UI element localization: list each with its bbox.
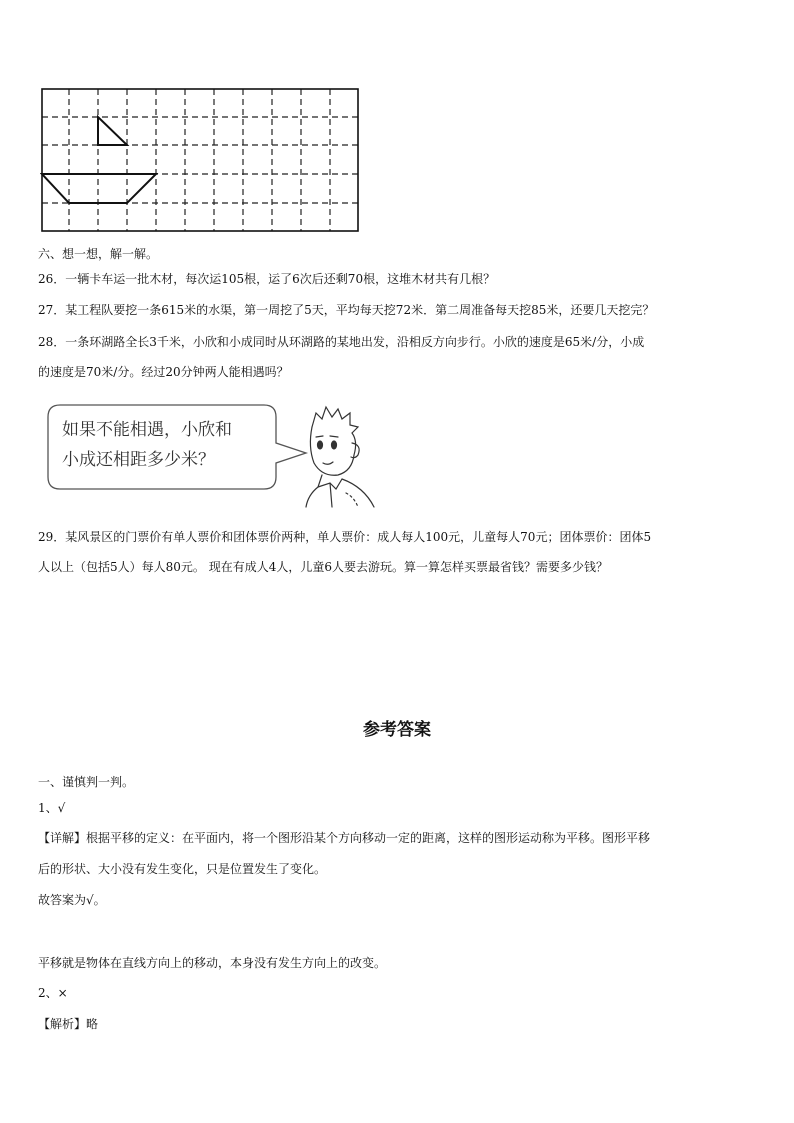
boat-shape (42, 117, 156, 203)
question-28-line1: 28．一条环湖路全长3千米，小欣和小成同时从环湖路的某地出发，沿相反方向步行。小欣的速度是65米/分，小成 (38, 335, 645, 349)
section6-heading: 六、想一想，解一解。 (38, 247, 159, 261)
bubble-text-line2: 小成还相距多少米？ (62, 450, 215, 470)
question-26: 26．一辆卡车运一批木材，每次运105根，运了6次后还剩70根，这堆木材共有几根？ (38, 272, 496, 286)
answer-1-note: 平移就是物体在直线方向上的移动，本身没有发生方向上的改变。 (38, 956, 387, 970)
answer-2-label: 2、× (38, 986, 68, 1000)
question-29-line2: 人以上（包括5人）每人80元。 现在有成人4人，儿童6人要去游玩。算一算怎样买票最省钱？需要多少钱？ (38, 560, 608, 574)
speech-bubble (48, 405, 306, 489)
answer-1-conclusion: 故答案为√。 (38, 893, 106, 907)
grid-border (42, 89, 358, 231)
speech-bubble-illustration (46, 403, 386, 508)
grid-dashed-lines (42, 89, 358, 231)
question-29-line1: 29．某风景区的门票价有单人票价和团体票价两种，单人票价：成人每人100元，儿童每人70元；团体票价：团体5 (38, 530, 652, 544)
answer-2-analysis: 【解析】略 (38, 1017, 99, 1031)
answer-1-detail-line2: 后的形状、大小没有发生变化，只是位置发生了变化。 (38, 862, 327, 876)
answer-1-label: 1、√ (38, 801, 66, 815)
boat-hull (42, 174, 156, 203)
answers-title: 参考答案 (363, 720, 431, 740)
answer-1-detail-line1: 【详解】根据平移的定义：在平面内，将一个图形沿某个方向移动一定的距离，这样的图形运动称为平移。图形平移 (38, 831, 651, 845)
boat-sail (98, 117, 127, 145)
bubble-text-line1: 如果不能相遇，小欣和 (62, 420, 232, 440)
question-27: 27．某工程队要挖一条615米的水渠，第一周挖了5天，平均每天挖72米．第二周准备每天挖85米，还要几天挖完？ (38, 303, 655, 317)
section1-heading: 一、谨慎判一判。 (38, 775, 135, 789)
grid-boat-figure (40, 87, 362, 235)
question-28-line2: 的速度是70米/分。经过20分钟两人能相遇吗？ (38, 365, 289, 379)
boy-icon (306, 407, 374, 507)
